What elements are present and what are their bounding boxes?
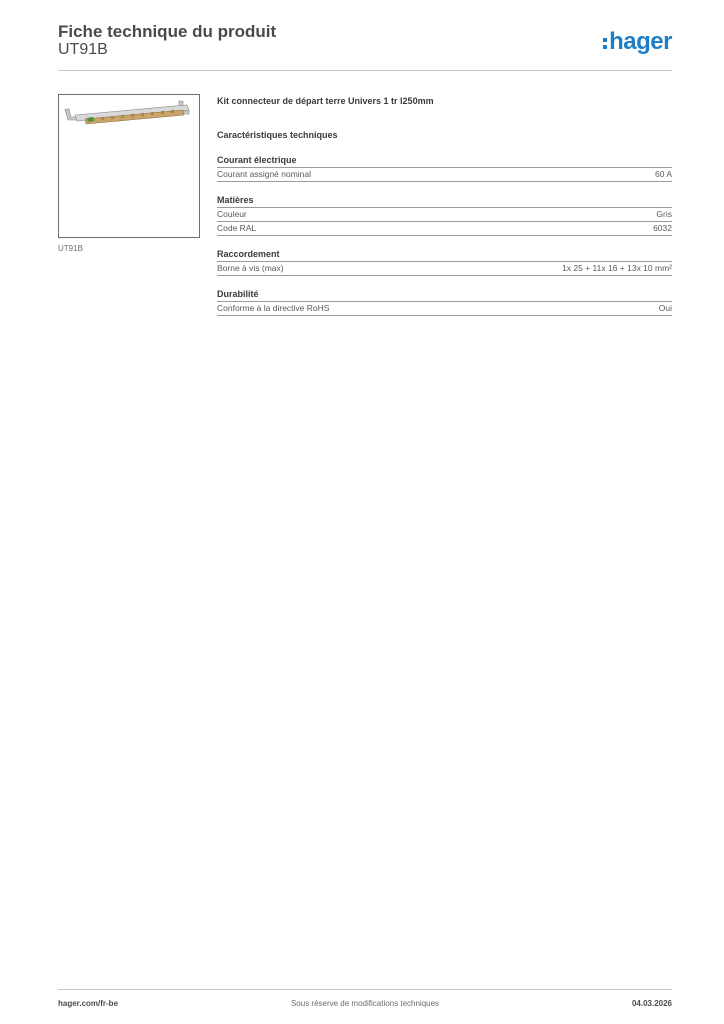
logo-colon-icon (603, 33, 607, 51)
product-reference: UT91B (58, 41, 108, 58)
spec-label: Code RAL (217, 223, 257, 233)
group-title: Courant électrique (217, 154, 672, 168)
spec-row (217, 168, 672, 182)
spec-heading: Caractéristiques techniques (217, 130, 338, 140)
spec-value: Oui (658, 303, 672, 313)
spec-value: 6032 (653, 223, 672, 233)
spec-group-durabilite (217, 288, 672, 316)
product-image (58, 94, 200, 238)
footer-website-link[interactable]: hager.com/fr-be (58, 999, 119, 1008)
group-title: Durabilité (217, 288, 672, 302)
page-title: Fiche technique du produit (58, 22, 277, 41)
image-caption: UT91B (58, 244, 83, 253)
spec-value: 60 A (654, 169, 672, 179)
spec-label: Couleur (217, 209, 247, 219)
spec-row (217, 222, 672, 236)
connector-kit-illustration (59, 95, 199, 237)
logo-text: hager (609, 28, 672, 55)
spec-row (217, 262, 672, 276)
footer-date: 04.03.2026 (631, 999, 672, 1008)
spec-row (217, 208, 672, 222)
product-name: Kit connecteur de départ terre Univers 1 tr l250mm (217, 96, 434, 106)
spec-group-courant (217, 154, 672, 182)
spec-row (217, 302, 672, 316)
page-footer (58, 989, 672, 1020)
group-title: Matières (217, 194, 672, 208)
spec-label: Courant assigné nominal (217, 169, 312, 179)
spec-group-raccordement (217, 248, 672, 276)
hager-logo (603, 28, 672, 56)
footer-disclaimer: Sous réserve de modifications techniques (290, 999, 440, 1008)
page-header (58, 20, 672, 71)
spec-value: Gris (656, 209, 672, 219)
spec-group-matieres (217, 194, 672, 236)
group-title: Raccordement (217, 248, 672, 262)
spec-section (217, 94, 672, 316)
spec-value: 1x 25 + 11x 16 + 13x 10 mm² (562, 263, 672, 273)
spec-label: Borne à vis (max) (217, 263, 284, 273)
spec-label: Conforme à la directive RoHS (217, 303, 330, 313)
